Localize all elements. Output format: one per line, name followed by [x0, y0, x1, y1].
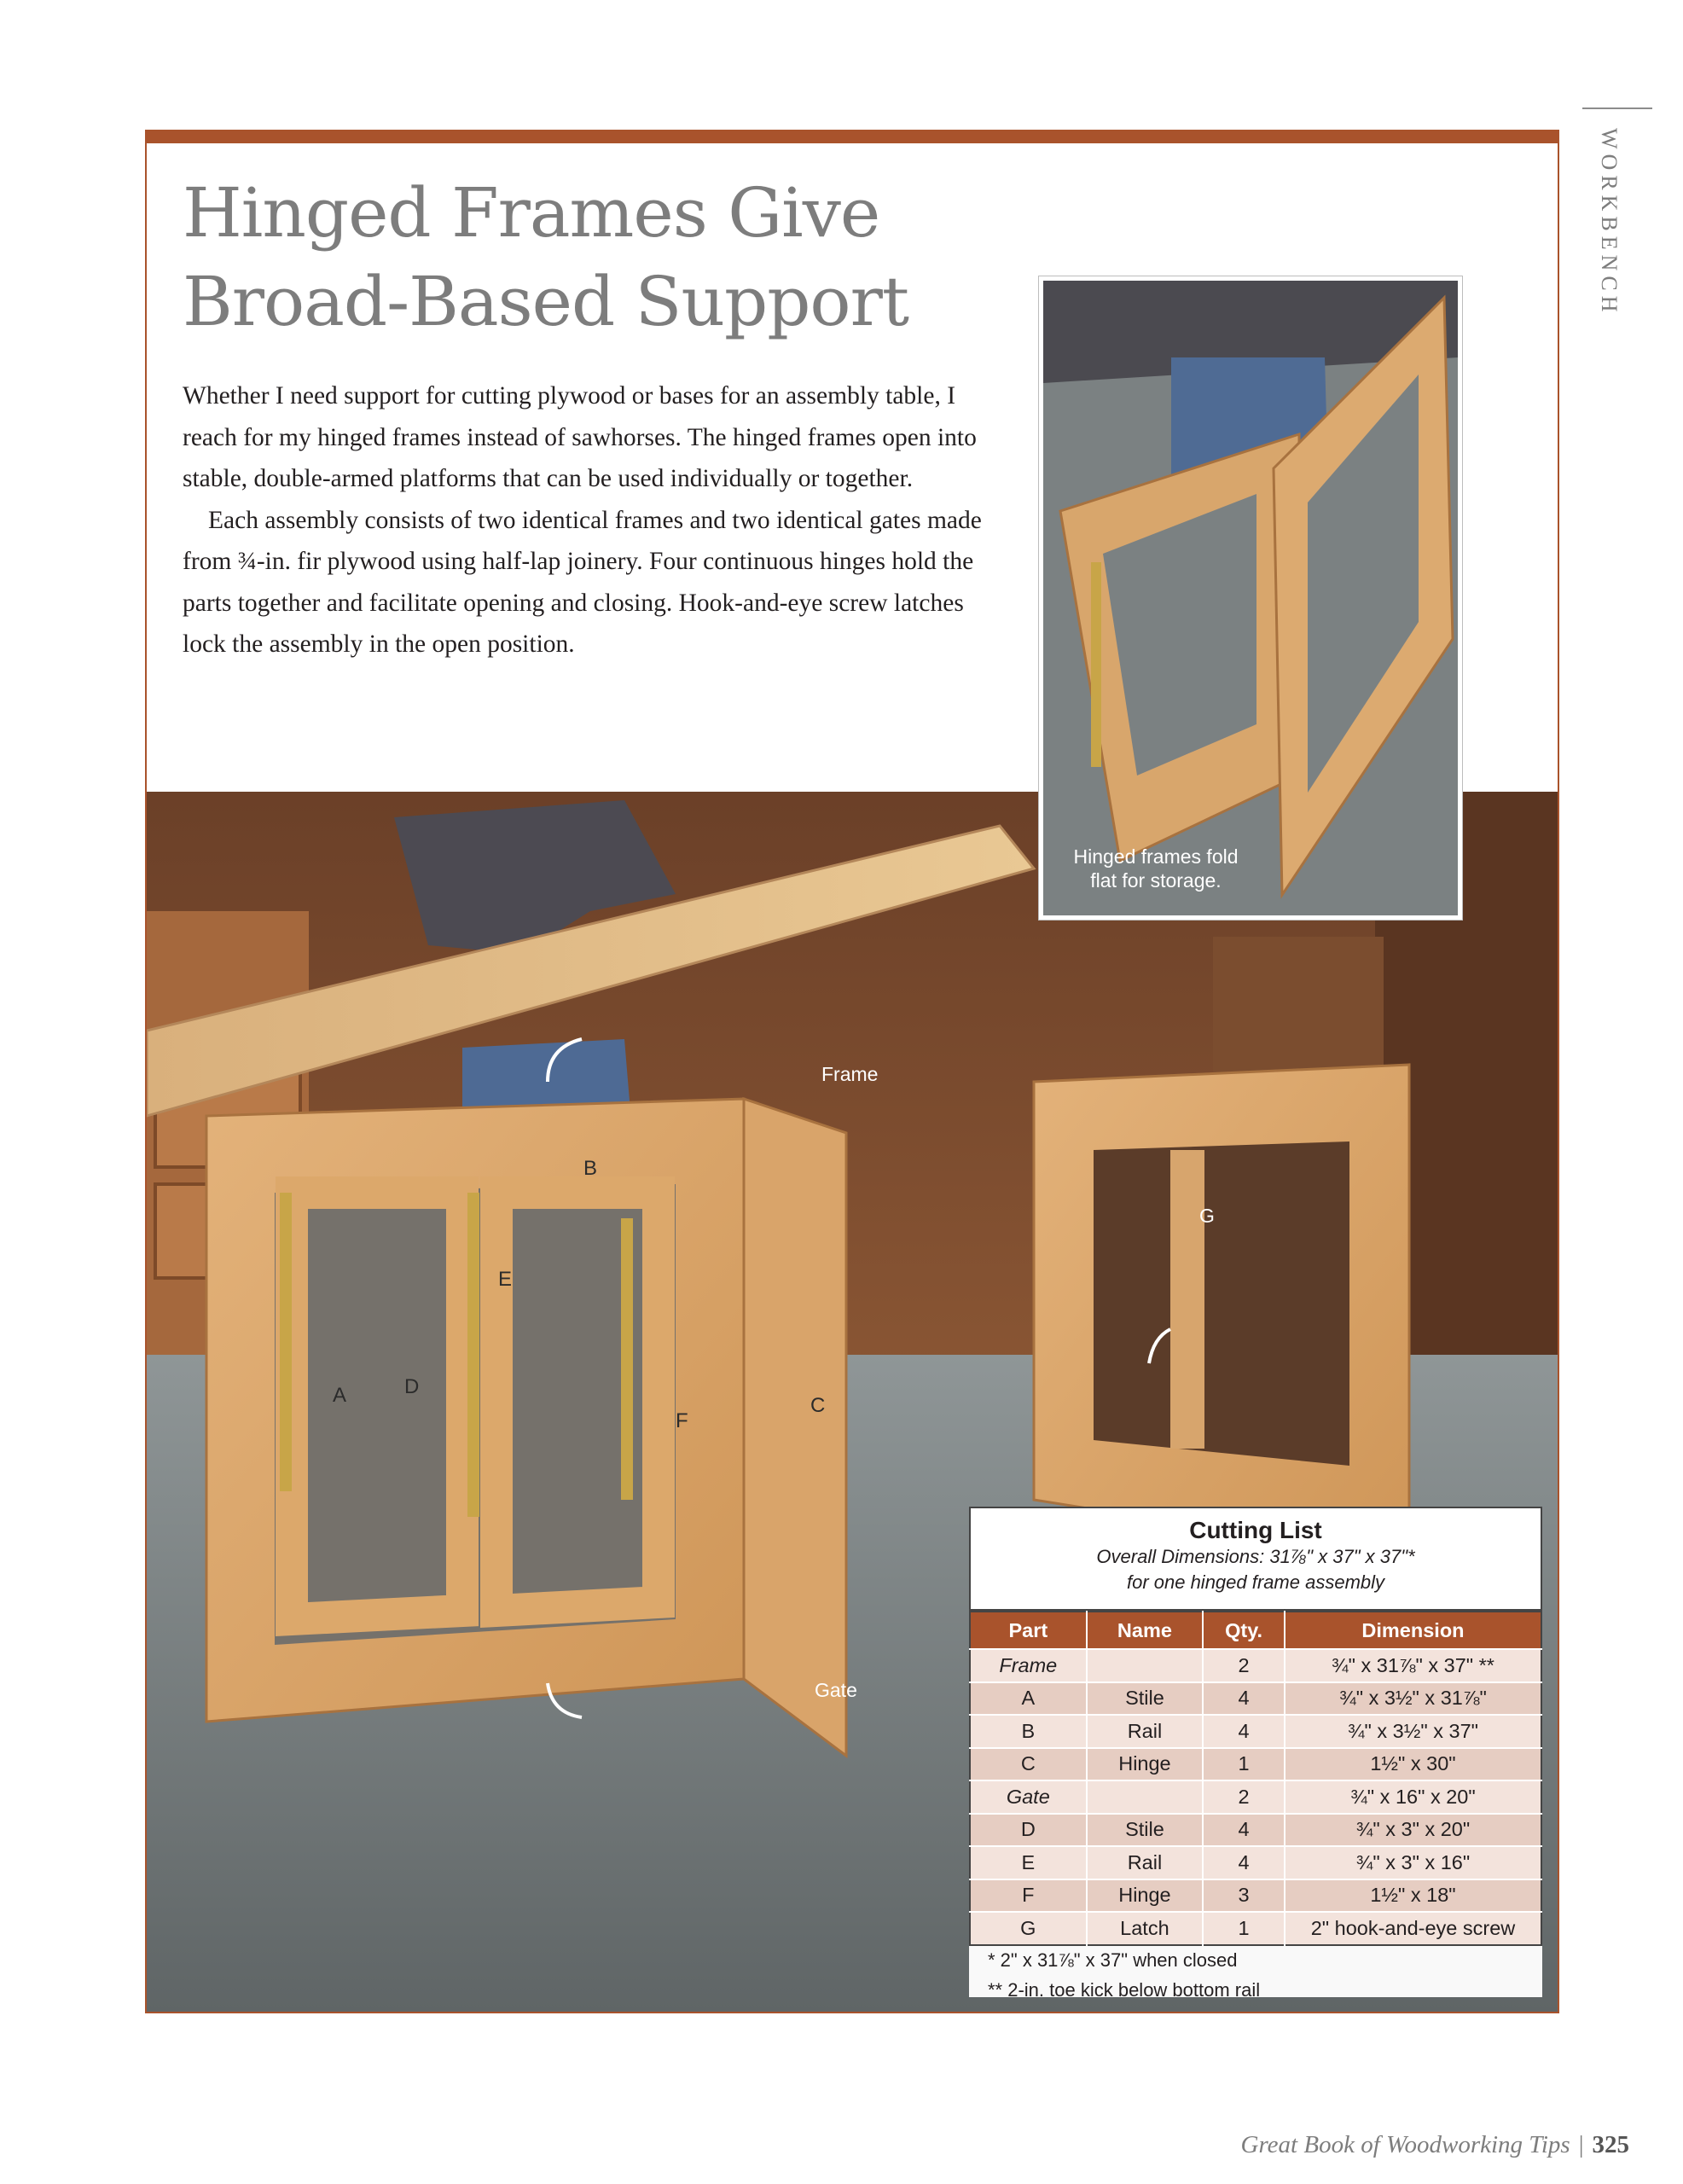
- cell-qty: 2: [1203, 1780, 1285, 1814]
- article-title: [183, 169, 1019, 346]
- footnote-1: * 2" x 31⅞" x 37" when closed: [988, 1949, 1238, 1971]
- footnote-2: ** 2-in. toe kick below bottom rail: [988, 1979, 1261, 2001]
- cell-name: Stile: [1087, 1682, 1204, 1716]
- table-row: [970, 1649, 1541, 1682]
- footer-separator: |: [1578, 2131, 1584, 2158]
- part-letter-d: D: [404, 1375, 420, 1398]
- cell-name: [1087, 1780, 1204, 1814]
- cell-dimension: 1½" x 18": [1285, 1879, 1541, 1913]
- cell-qty: 1: [1203, 1748, 1285, 1781]
- cell-dimension: ¾" x 3" x 20": [1285, 1814, 1541, 1847]
- column-header-dimension: Dimension: [1285, 1612, 1541, 1649]
- page-number: 325: [1592, 2131, 1629, 2158]
- inset-photo-illustration: [1043, 281, 1458, 915]
- cutting-list-title: Cutting List: [1189, 1517, 1322, 1543]
- cell-part: A: [970, 1682, 1087, 1716]
- cutting-list-footnotes: [988, 1945, 1534, 2005]
- cell-dimension: ¾" x 31⅞" x 37" **: [1285, 1649, 1541, 1682]
- cell-dimension: ¾" x 3½" x 37": [1285, 1715, 1541, 1748]
- cell-name: Hinge: [1087, 1748, 1204, 1781]
- body-paragraph-2: Each assembly consists of two identical frames and two identical gates made from ¾-in. fir plywood using half-lap joinery. Four continuous hinges hold the parts together and facilitate opening and closing. Hook-and-eye screw latches lock the assembly in the open position.: [183, 506, 982, 658]
- cell-qty: 4: [1203, 1846, 1285, 1879]
- hinge-d: [280, 1193, 292, 1491]
- cutting-list-header-row: [970, 1612, 1541, 1649]
- table-row: [970, 1912, 1541, 1945]
- column-header-name: Name: [1087, 1612, 1204, 1649]
- cell-name: Stile: [1087, 1814, 1204, 1847]
- cell-part: D: [970, 1814, 1087, 1847]
- part-letter-b: B: [583, 1157, 598, 1180]
- table-row: [970, 1879, 1541, 1913]
- part-letter-c: C: [810, 1394, 826, 1417]
- side-frame: [744, 1099, 846, 1756]
- cell-qty: 3: [1203, 1879, 1285, 1913]
- inset-hinge: [1091, 562, 1101, 767]
- cutting-list-subtitle-2: for one hinged frame assembly: [1126, 1571, 1385, 1593]
- cell-part: Gate: [970, 1780, 1087, 1814]
- frame-callout: Frame: [821, 1063, 879, 1085]
- cell-part: C: [970, 1748, 1087, 1781]
- cell-qty: 4: [1203, 1682, 1285, 1716]
- part-letter-e: E: [498, 1268, 513, 1291]
- cutting-list-table: [969, 1611, 1542, 1946]
- cell-part: B: [970, 1715, 1087, 1748]
- back-gate-stile: [1170, 1150, 1204, 1449]
- body-paragraph-1: Whether I need support for cutting plywood or bases for an assembly table, I reach for my hinged frames instead of sawhorses. The hinged frames open into stable, double-armed platforms that can be used individually or together.: [183, 382, 977, 492]
- article-title-line-1: Hinged Frames Give: [183, 173, 880, 253]
- latch-callout: G: [1199, 1205, 1215, 1227]
- cell-qty: 2: [1203, 1649, 1285, 1682]
- inset-caption: Hinged frames fold flat for storage.: [1073, 845, 1239, 892]
- cell-name: Hinge: [1087, 1879, 1204, 1913]
- cell-name: Latch: [1087, 1912, 1204, 1945]
- back-frame-opening: [1094, 1141, 1349, 1466]
- column-header-part: Part: [970, 1612, 1087, 1649]
- table-row: [970, 1682, 1541, 1716]
- cutting-list-header: [969, 1507, 1542, 1611]
- footer-book-title: Great Book of Woodworking Tips: [1240, 2131, 1570, 2158]
- table-row: [970, 1814, 1541, 1847]
- column-header-qty: Qty.: [1203, 1612, 1285, 1649]
- cell-name: Rail: [1087, 1715, 1204, 1748]
- cell-part: F: [970, 1879, 1087, 1913]
- cell-dimension: 1½" x 30": [1285, 1748, 1541, 1781]
- cell-qty: 4: [1203, 1814, 1285, 1847]
- table-row: [970, 1846, 1541, 1879]
- cutting-list: [969, 1507, 1542, 1997]
- article-body: [183, 375, 1010, 665]
- inset-photo: [1039, 276, 1462, 920]
- cell-qty: 1: [1203, 1912, 1285, 1945]
- section-tab-label: WORKBENCH: [1597, 128, 1622, 317]
- table-row: [970, 1748, 1541, 1781]
- cutting-list-subtitle-1: Overall Dimensions: 31⅞" x 37" x 37"*: [1096, 1546, 1415, 1567]
- article-title-line-2: Broad-Based Support: [183, 262, 908, 341]
- gate-callout: Gate: [815, 1679, 857, 1701]
- cell-part: Frame: [970, 1649, 1087, 1682]
- cell-dimension: ¾" x 16" x 20": [1285, 1780, 1541, 1814]
- hinge-c: [621, 1218, 633, 1500]
- cell-name: Rail: [1087, 1846, 1204, 1879]
- part-letter-f: F: [676, 1409, 688, 1432]
- part-letter-a: A: [333, 1384, 347, 1407]
- cell-qty: 4: [1203, 1715, 1285, 1748]
- cell-dimension: ¾" x 3½" x 31⅞": [1285, 1682, 1541, 1716]
- cell-part: E: [970, 1846, 1087, 1879]
- table-row: [970, 1715, 1541, 1748]
- page-footer: [1203, 2131, 1629, 2159]
- cell-dimension: 2" hook-and-eye screw: [1285, 1912, 1541, 1945]
- cell-dimension: ¾" x 3" x 16": [1285, 1846, 1541, 1879]
- cell-part: G: [970, 1912, 1087, 1945]
- cell-name: [1087, 1649, 1204, 1682]
- hinge-f: [467, 1193, 479, 1517]
- table-row: [970, 1780, 1541, 1814]
